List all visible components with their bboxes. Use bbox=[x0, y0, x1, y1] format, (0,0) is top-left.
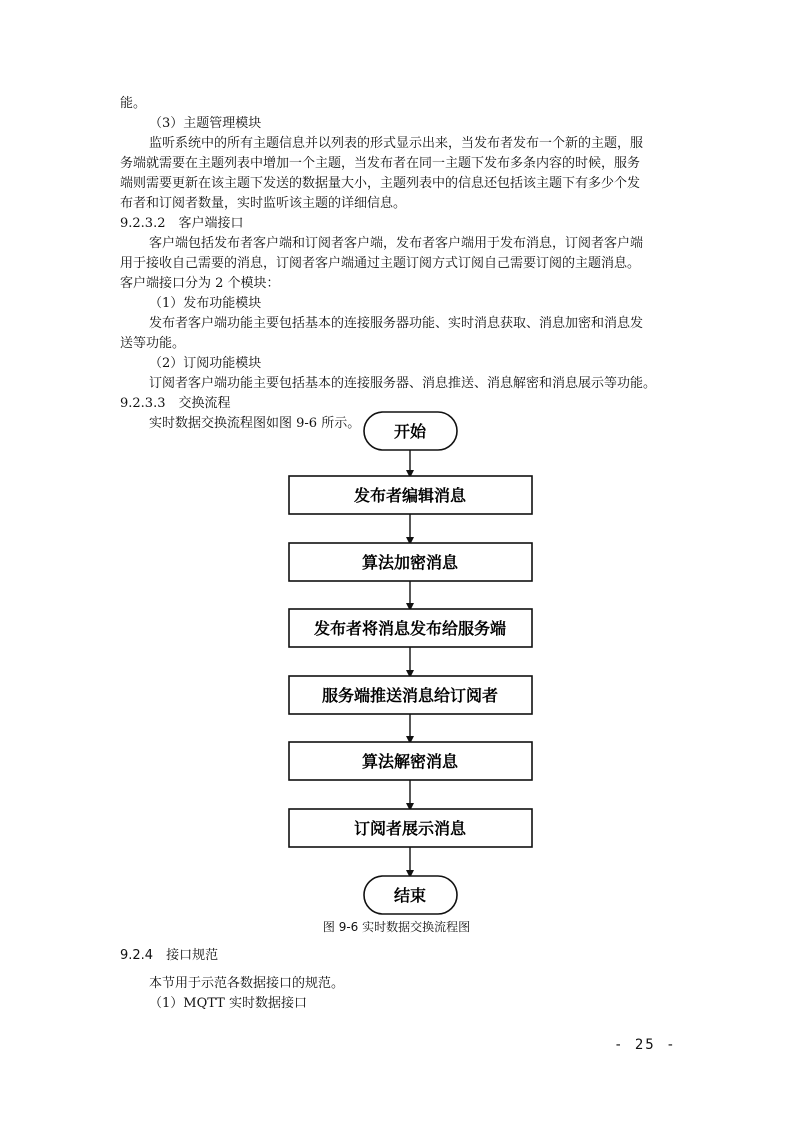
text-line: 务端就需要在主题列表中增加一个主题，当发布者在同一主题下发布多条内容的时候，服务 bbox=[120, 156, 641, 171]
flow-step-label: 发布者编辑消息 bbox=[353, 486, 467, 505]
page-number: - 25 - bbox=[614, 1037, 677, 1053]
subheading: （1）发布功能模块 bbox=[149, 296, 262, 311]
text-line: 送等功能。 bbox=[120, 336, 186, 351]
flow-step-label: 服务端推送消息给订阅者 bbox=[321, 686, 499, 705]
text-line: 能。 bbox=[120, 96, 147, 111]
subheading: （1）MQTT 实时数据接口 bbox=[149, 996, 307, 1011]
section-heading: 9.2.4 接口规范 bbox=[120, 948, 219, 963]
text-line: 发布者客户端功能主要包括基本的连接服务器功能、实时消息获取、消息加密和消息发 bbox=[149, 316, 644, 331]
text-line: 布者和订阅者数量，实时监听该主题的详细信息。 bbox=[120, 196, 407, 211]
text-line: 客户端接口分为 2 个模块： bbox=[120, 276, 280, 291]
text-line: 端则需要更新在该主题下发送的数据量大小，主题列表中的信息还包括该主题下有多少个发 bbox=[120, 176, 641, 191]
section-heading: 9.2.3.3 交换流程 bbox=[120, 396, 231, 411]
text-line: 监听系统中的所有主题信息并以列表的形式显示出来，当发布者发布一个新的主题，服 bbox=[149, 136, 644, 151]
flow-step-label: 算法加密消息 bbox=[361, 553, 459, 572]
flow-step-label: 订阅者展示消息 bbox=[353, 819, 467, 838]
figure-caption: 图 9-6 实时数据交换流程图 bbox=[322, 920, 471, 934]
subheading: （2）订阅功能模块 bbox=[149, 356, 262, 371]
text-line: 客户端包括发布者客户端和订阅者客户端，发布者客户端用于发布消息，订阅者客户端 bbox=[149, 236, 644, 251]
section-heading: 9.2.3.2 客户端接口 bbox=[120, 216, 244, 231]
text-line: 实时数据交换流程图如图 9-6 所示。 bbox=[149, 416, 361, 431]
subheading: （3）主题管理模块 bbox=[149, 116, 262, 131]
text-line: 订阅者客户端功能主要包括基本的连接服务器、消息推送、消息解密和消息展示等功能。 bbox=[149, 376, 657, 391]
flow-start-label: 开始 bbox=[393, 422, 427, 441]
flow-step-label: 算法解密消息 bbox=[361, 752, 459, 771]
text-line: 本节用于示范各数据接口的规范。 bbox=[149, 976, 345, 991]
flow-step-label: 发布者将消息发布给服务端 bbox=[313, 619, 507, 638]
flow-end-label: 结束 bbox=[393, 886, 427, 905]
text-line: 用于接收自己需要的消息，订阅者客户端通过主题订阅方式订阅自己需要订阅的主题消息。 bbox=[120, 256, 641, 271]
